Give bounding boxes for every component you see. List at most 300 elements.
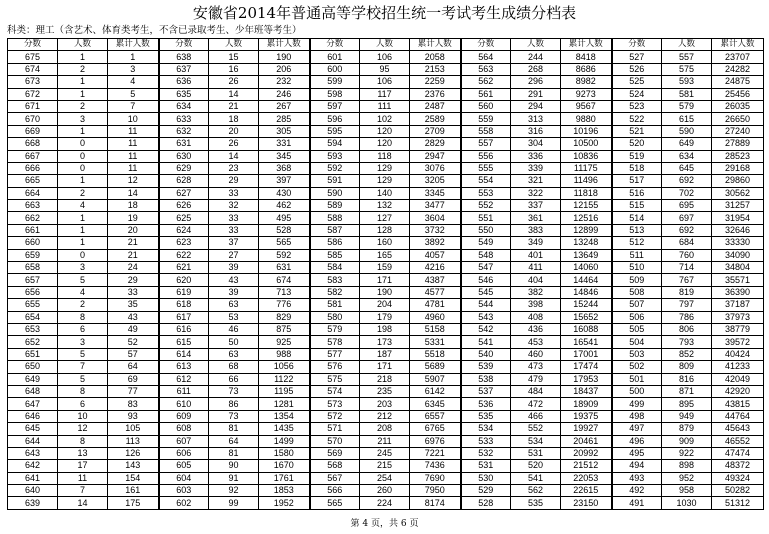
table-cell: 702 xyxy=(662,187,712,199)
table-cell: 7950 xyxy=(410,485,461,497)
table-cell: 9880 xyxy=(561,113,612,125)
table-cell: 50 xyxy=(209,336,259,348)
table-cell: 3076 xyxy=(410,162,461,174)
table-cell: 10 xyxy=(58,410,108,422)
table-cell: 128 xyxy=(360,224,410,236)
table-cell: 368 xyxy=(259,162,310,174)
table-row xyxy=(8,373,764,385)
table-cell: 3892 xyxy=(410,237,461,249)
table-cell: 599 xyxy=(310,76,360,88)
table-cell: 16 xyxy=(209,63,259,75)
table-cell: 622 xyxy=(159,249,209,261)
table-cell: 1761 xyxy=(259,472,310,484)
table-cell: 382 xyxy=(511,286,561,298)
table-cell: 608 xyxy=(159,423,209,435)
table-cell: 11 xyxy=(108,150,159,162)
table-cell: 26 xyxy=(209,76,259,88)
column-header: 累计人数 xyxy=(108,39,159,51)
table-cell: 3604 xyxy=(410,212,461,224)
table-cell: 21 xyxy=(209,100,259,112)
table-cell: 118 xyxy=(360,150,410,162)
table-cell: 1670 xyxy=(259,460,310,472)
table-cell: 648 xyxy=(8,385,58,397)
table-cell: 305 xyxy=(259,125,310,137)
table-cell: 90 xyxy=(209,460,259,472)
table-cell: 528 xyxy=(461,497,511,509)
table-cell: 23150 xyxy=(561,497,612,509)
table-cell: 204 xyxy=(360,299,410,311)
table-cell: 564 xyxy=(461,51,511,63)
table-cell: 625 xyxy=(159,212,209,224)
table-cell: 502 xyxy=(612,361,662,373)
table-cell: 958 xyxy=(662,485,712,497)
table-cell: 565 xyxy=(310,497,360,509)
table-cell: 909 xyxy=(662,435,712,447)
table-cell: 6 xyxy=(58,323,108,335)
table-cell: 559 xyxy=(461,113,511,125)
table-cell: 601 xyxy=(310,51,360,63)
table-cell: 18 xyxy=(209,113,259,125)
table-cell: 674 xyxy=(8,63,58,75)
table-cell: 563 xyxy=(461,63,511,75)
table-cell: 337 xyxy=(511,200,561,212)
table-cell: 30562 xyxy=(712,187,764,199)
table-cell: 495 xyxy=(612,447,662,459)
table-cell: 11496 xyxy=(561,175,612,187)
table-cell: 35571 xyxy=(712,274,764,286)
table-cell: 637 xyxy=(159,63,209,75)
table-cell: 604 xyxy=(159,472,209,484)
table-cell: 232 xyxy=(259,76,310,88)
table-cell: 593 xyxy=(310,150,360,162)
table-cell: 39 xyxy=(209,262,259,274)
table-cell: 117 xyxy=(360,88,410,100)
table-cell: 3732 xyxy=(410,224,461,236)
table-cell: 603 xyxy=(159,485,209,497)
table-cell: 661 xyxy=(8,224,58,236)
table-cell: 640 xyxy=(8,485,58,497)
table-cell: 3477 xyxy=(410,200,461,212)
table-cell: 666 xyxy=(8,162,58,174)
table-cell: 73 xyxy=(209,385,259,397)
table-cell: 383 xyxy=(511,224,561,236)
table-cell: 647 xyxy=(8,398,58,410)
table-row xyxy=(8,63,764,75)
table-cell: 713 xyxy=(259,286,310,298)
table-cell: 560 xyxy=(461,100,511,112)
table-cell: 21 xyxy=(108,249,159,261)
table-cell: 41233 xyxy=(712,361,764,373)
table-cell: 615 xyxy=(159,336,209,348)
table-cell: 460 xyxy=(511,348,561,360)
table-cell: 245 xyxy=(360,447,410,459)
table-cell: 631 xyxy=(259,262,310,274)
table-cell: 479 xyxy=(511,373,561,385)
table-cell: 530 xyxy=(461,472,511,484)
table-cell: 361 xyxy=(511,212,561,224)
table-cell: 1281 xyxy=(259,398,310,410)
table-cell: 595 xyxy=(310,125,360,137)
table-cell: 33330 xyxy=(712,237,764,249)
table-cell: 558 xyxy=(461,125,511,137)
table-cell: 895 xyxy=(662,398,712,410)
table-row xyxy=(8,162,764,174)
table-cell: 674 xyxy=(259,274,310,286)
table-cell: 871 xyxy=(662,385,712,397)
table-cell: 203 xyxy=(360,398,410,410)
table-cell: 10196 xyxy=(561,125,612,137)
table-cell: 171 xyxy=(360,274,410,286)
table-cell: 528 xyxy=(259,224,310,236)
table-cell: 19375 xyxy=(561,410,612,422)
table-cell: 111 xyxy=(360,100,410,112)
table-cell: 2259 xyxy=(410,76,461,88)
table-cell: 535 xyxy=(511,497,561,509)
table-cell: 663 xyxy=(8,200,58,212)
column-header: 分数 xyxy=(310,39,360,51)
table-cell: 592 xyxy=(259,249,310,261)
table-cell: 336 xyxy=(511,150,561,162)
table-cell: 0 xyxy=(58,249,108,261)
table-cell: 37187 xyxy=(712,299,764,311)
score-distribution-table xyxy=(7,38,764,510)
table-cell: 21 xyxy=(108,237,159,249)
table-cell: 557 xyxy=(461,138,511,150)
table-cell: 13 xyxy=(58,447,108,459)
table-cell: 614 xyxy=(159,348,209,360)
table-cell: 515 xyxy=(612,200,662,212)
table-cell: 565 xyxy=(259,237,310,249)
table-cell: 1 xyxy=(58,175,108,187)
table-cell: 106 xyxy=(360,76,410,88)
table-cell: 529 xyxy=(461,485,511,497)
table-cell: 568 xyxy=(310,460,360,472)
table-cell: 129 xyxy=(360,162,410,174)
table-cell: 491 xyxy=(612,497,662,509)
table-cell: 3205 xyxy=(410,175,461,187)
table-cell: 254 xyxy=(360,472,410,484)
table-cell: 23 xyxy=(209,162,259,174)
table-cell: 527 xyxy=(612,51,662,63)
table-cell: 575 xyxy=(310,373,360,385)
table-cell: 611 xyxy=(159,385,209,397)
table-cell: 606 xyxy=(159,447,209,459)
column-header: 人数 xyxy=(360,39,410,51)
table-cell: 2 xyxy=(58,100,108,112)
table-cell: 11175 xyxy=(561,162,612,174)
table-cell: 605 xyxy=(159,460,209,472)
table-cell: 39572 xyxy=(712,336,764,348)
table-cell: 517 xyxy=(612,175,662,187)
table-cell: 9567 xyxy=(561,100,612,112)
table-cell: 505 xyxy=(612,323,662,335)
table-cell: 5 xyxy=(108,88,159,100)
table-cell: 31954 xyxy=(712,212,764,224)
table-cell: 1 xyxy=(58,51,108,63)
table-row xyxy=(8,237,764,249)
table-row xyxy=(8,323,764,335)
table-cell: 1 xyxy=(58,212,108,224)
table-cell: 541 xyxy=(461,336,511,348)
table-cell: 668 xyxy=(8,138,58,150)
table-cell: 634 xyxy=(159,100,209,112)
table-cell: 4387 xyxy=(410,274,461,286)
table-cell: 160 xyxy=(360,237,410,249)
page-title: 安徽省2014年普通高等学校招生统一考试考生成绩分档表 xyxy=(192,4,577,22)
table-cell: 546 xyxy=(461,274,511,286)
table-cell: 43 xyxy=(108,311,159,323)
table-cell: 633 xyxy=(159,113,209,125)
table-cell: 573 xyxy=(310,398,360,410)
table-cell: 9273 xyxy=(561,88,612,100)
table-cell: 793 xyxy=(662,336,712,348)
table-cell: 5 xyxy=(58,373,108,385)
table-cell: 401 xyxy=(511,249,561,261)
table-cell: 618 xyxy=(159,299,209,311)
table-cell: 15 xyxy=(209,51,259,63)
table-cell: 627 xyxy=(159,187,209,199)
table-cell: 4216 xyxy=(410,262,461,274)
table-cell: 5158 xyxy=(410,323,461,335)
table-cell: 15652 xyxy=(561,311,612,323)
table-cell: 10500 xyxy=(561,138,612,150)
table-cell: 20 xyxy=(108,224,159,236)
table-cell: 173 xyxy=(360,336,410,348)
table-cell: 14060 xyxy=(561,262,612,274)
table-cell: 20992 xyxy=(561,447,612,459)
table-cell: 570 xyxy=(310,435,360,447)
table-cell: 179 xyxy=(360,311,410,323)
table-cell: 29860 xyxy=(712,175,764,187)
column-header: 人数 xyxy=(209,39,259,51)
table-cell: 235 xyxy=(360,385,410,397)
table-cell: 8174 xyxy=(410,497,461,509)
table-row xyxy=(8,485,764,497)
table-cell: 14 xyxy=(209,150,259,162)
table-cell: 537 xyxy=(461,385,511,397)
table-cell: 49324 xyxy=(712,472,764,484)
table-cell: 621 xyxy=(159,262,209,274)
table-row xyxy=(8,187,764,199)
table-row xyxy=(8,150,764,162)
table-row xyxy=(8,447,764,459)
table-cell: 1030 xyxy=(662,497,712,509)
table-row xyxy=(8,51,764,63)
table-cell: 776 xyxy=(259,299,310,311)
column-header: 人数 xyxy=(511,39,561,51)
table-cell: 0 xyxy=(58,150,108,162)
table-cell: 619 xyxy=(159,286,209,298)
table-cell: 632 xyxy=(159,125,209,137)
table-cell: 26035 xyxy=(712,100,764,112)
table-cell: 1056 xyxy=(259,361,310,373)
table-cell: 339 xyxy=(511,162,561,174)
table-cell: 24282 xyxy=(712,63,764,75)
table-cell: 581 xyxy=(310,299,360,311)
table-cell: 583 xyxy=(310,274,360,286)
table-cell: 8 xyxy=(58,385,108,397)
table-cell: 555 xyxy=(461,162,511,174)
table-cell: 638 xyxy=(159,51,209,63)
table-cell: 69 xyxy=(108,373,159,385)
page-number-footer: 第 4 页，共 6 页 xyxy=(350,519,419,529)
table-cell: 44764 xyxy=(712,410,764,422)
table-cell: 587 xyxy=(310,224,360,236)
table-cell: 819 xyxy=(662,286,712,298)
table-cell: 649 xyxy=(662,138,712,150)
table-cell: 760 xyxy=(662,249,712,261)
table-cell: 600 xyxy=(310,63,360,75)
table-cell: 453 xyxy=(511,336,561,348)
table-row xyxy=(8,200,764,212)
table-cell: 15244 xyxy=(561,299,612,311)
table-cell: 473 xyxy=(511,361,561,373)
table-cell: 545 xyxy=(461,286,511,298)
table-cell: 672 xyxy=(8,88,58,100)
table-cell: 521 xyxy=(612,125,662,137)
table-cell: 582 xyxy=(310,286,360,298)
table-cell: 6557 xyxy=(410,410,461,422)
table-header-row xyxy=(8,39,764,51)
table-row xyxy=(8,472,764,484)
table-cell: 430 xyxy=(259,187,310,199)
table-cell: 8418 xyxy=(561,51,612,63)
table-cell: 244 xyxy=(511,51,561,63)
table-cell: 161 xyxy=(108,485,159,497)
table-cell: 126 xyxy=(108,447,159,459)
table-cell: 466 xyxy=(511,410,561,422)
table-cell: 501 xyxy=(612,373,662,385)
table-cell: 809 xyxy=(662,361,712,373)
table-cell: 797 xyxy=(662,299,712,311)
table-cell: 526 xyxy=(612,63,662,75)
table-row xyxy=(8,76,764,88)
table-cell: 585 xyxy=(310,249,360,261)
table-cell: 609 xyxy=(159,410,209,422)
table-cell: 538 xyxy=(461,373,511,385)
table-cell: 539 xyxy=(461,361,511,373)
table-cell: 671 xyxy=(8,100,58,112)
table-cell: 518 xyxy=(612,162,662,174)
table-cell: 626 xyxy=(159,200,209,212)
table-cell: 879 xyxy=(662,423,712,435)
table-cell: 51312 xyxy=(712,497,764,509)
table-cell: 211 xyxy=(360,435,410,447)
table-cell: 692 xyxy=(662,175,712,187)
table-cell: 509 xyxy=(612,274,662,286)
table-cell: 11 xyxy=(58,472,108,484)
table-cell: 20 xyxy=(209,125,259,137)
table-cell: 629 xyxy=(159,162,209,174)
table-row xyxy=(8,348,764,360)
table-cell: 321 xyxy=(511,175,561,187)
table-cell: 175 xyxy=(108,497,159,509)
table-cell: 411 xyxy=(511,262,561,274)
table-cell: 786 xyxy=(662,311,712,323)
table-cell: 120 xyxy=(360,138,410,150)
table-cell: 635 xyxy=(159,88,209,100)
table-cell: 649 xyxy=(8,373,58,385)
table-cell: 525 xyxy=(612,76,662,88)
table-cell: 557 xyxy=(662,51,712,63)
table-cell: 86 xyxy=(209,398,259,410)
table-cell: 673 xyxy=(8,76,58,88)
table-cell: 64 xyxy=(209,435,259,447)
table-cell: 6976 xyxy=(410,435,461,447)
table-cell: 73 xyxy=(209,410,259,422)
table-cell: 404 xyxy=(511,274,561,286)
table-cell: 6345 xyxy=(410,398,461,410)
table-cell: 1952 xyxy=(259,497,310,509)
table-cell: 18 xyxy=(108,200,159,212)
table-cell: 218 xyxy=(360,373,410,385)
table-cell: 642 xyxy=(8,460,58,472)
table-cell: 616 xyxy=(159,323,209,335)
table-cell: 212 xyxy=(360,410,410,422)
table-cell: 0 xyxy=(58,162,108,174)
table-cell: 1435 xyxy=(259,423,310,435)
table-cell: 4 xyxy=(58,286,108,298)
table-cell: 267 xyxy=(259,100,310,112)
table-cell: 590 xyxy=(662,125,712,137)
table-cell: 493 xyxy=(612,472,662,484)
table-cell: 641 xyxy=(8,472,58,484)
table-cell: 27889 xyxy=(712,138,764,150)
table-cell: 12899 xyxy=(561,224,612,236)
table-cell: 81 xyxy=(209,447,259,459)
table-cell: 503 xyxy=(612,348,662,360)
table-cell: 28523 xyxy=(712,150,764,162)
table-cell: 496 xyxy=(612,435,662,447)
table-cell: 506 xyxy=(612,311,662,323)
table-cell: 522 xyxy=(612,113,662,125)
table-cell: 875 xyxy=(259,323,310,335)
table-cell: 42049 xyxy=(712,373,764,385)
table-cell: 507 xyxy=(612,299,662,311)
table-cell: 171 xyxy=(360,361,410,373)
table-cell: 2058 xyxy=(410,51,461,63)
table-cell: 534 xyxy=(461,423,511,435)
table-cell: 8 xyxy=(58,435,108,447)
table-cell: 925 xyxy=(259,336,310,348)
table-cell: 512 xyxy=(612,237,662,249)
table-cell: 598 xyxy=(310,88,360,100)
column-header: 累计人数 xyxy=(410,39,461,51)
table-row xyxy=(8,410,764,422)
table-cell: 576 xyxy=(310,361,360,373)
column-header: 累计人数 xyxy=(561,39,612,51)
table-cell: 664 xyxy=(8,187,58,199)
table-cell: 215 xyxy=(360,460,410,472)
table-cell: 47474 xyxy=(712,447,764,459)
table-row xyxy=(8,361,764,373)
table-cell: 46 xyxy=(209,323,259,335)
table-row xyxy=(8,175,764,187)
table-cell: 13248 xyxy=(561,237,612,249)
table-cell: 511 xyxy=(612,249,662,261)
table-cell: 206 xyxy=(259,63,310,75)
table-cell: 3 xyxy=(58,336,108,348)
table-cell: 93 xyxy=(108,410,159,422)
table-cell: 63 xyxy=(209,299,259,311)
table-cell: 462 xyxy=(259,200,310,212)
table-cell: 349 xyxy=(511,237,561,249)
table-cell: 1195 xyxy=(259,385,310,397)
table-cell: 113 xyxy=(108,435,159,447)
table-row xyxy=(8,497,764,509)
table-cell: 1 xyxy=(58,76,108,88)
table-cell: 14 xyxy=(108,187,159,199)
